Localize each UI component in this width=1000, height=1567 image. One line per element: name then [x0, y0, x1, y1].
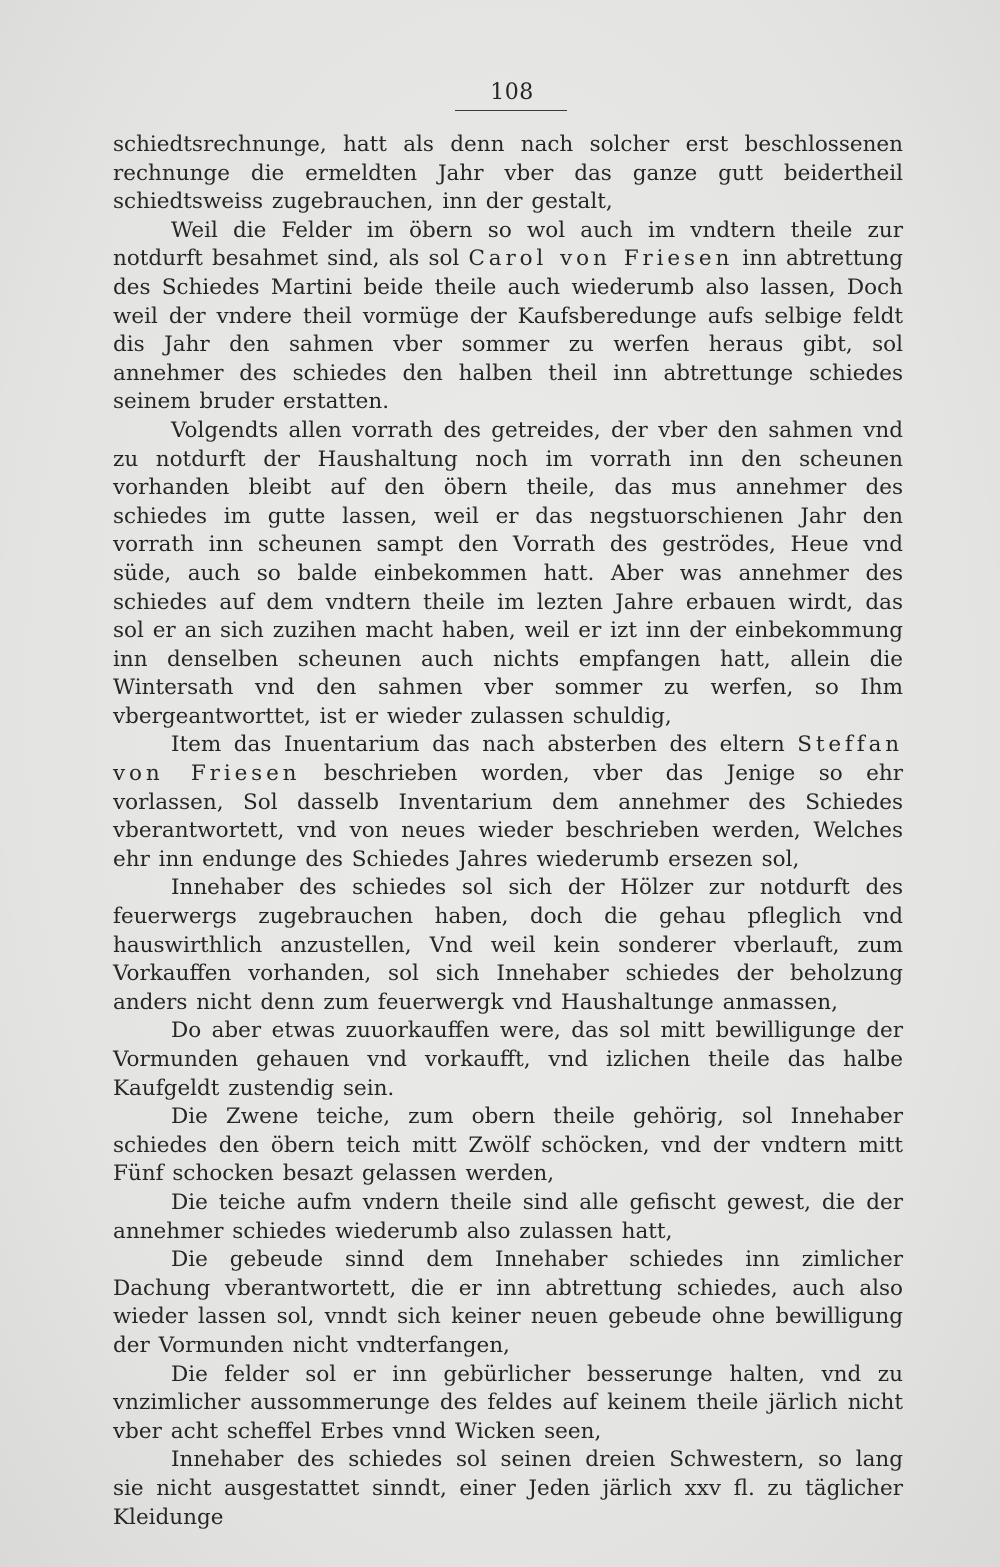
paragraph-text: Die felder sol er inn gebürlicher besserunge halten, vnd zu vnzimlicher aussommerunge des feldes auf keinem theile järlich nicht vber acht scheffel Erbes vnnd Wicken seen, [113, 1361, 903, 1444]
paragraph-text: Die gebeude sinnd dem Innehaber schiedes inn zimlicher Dachung vberantwortett, die er inn abtrettung schiedes, auch also wieder lassen sol, vnndt sich keiner neuen gebeude ohne bewilligung der Vormunden nicht vndterfangen, [113, 1247, 903, 1358]
paragraph-text: Die Zwene teiche, zum obern theile gehörig, sol Innehaber schiedes den öbern teich mitt Zwölf schöcken, vnd der vndtern mitt Fünf schocken besazt gelassen werden, [113, 1104, 903, 1187]
paragraph [113, 1361, 903, 1447]
page-number-rule [455, 110, 567, 111]
person-name: Steffan von Friesen [113, 732, 903, 787]
paragraph [113, 731, 903, 874]
paragraph [113, 1446, 903, 1532]
body-text [113, 131, 903, 1532]
paragraph [113, 874, 903, 1017]
person-name: Carol von Friesen [468, 246, 734, 272]
paragraph-text: Weil die Felder im öbern so wol auch im vndtern theile zur notdurft besahmet sind, als sol [113, 217, 903, 272]
paragraph [113, 417, 903, 732]
paragraph [113, 1103, 903, 1189]
paragraph-text: Volgendts allen vorrath des getreides, der vber den sahmen vnd zu notdurft der Haushaltung noch im vorrath inn den scheunen vorhanden bleibt auf den öbern theile, das mus annehmer des schiedes im gutte lassen, weil er das negstuorschienen Jahr den vorrath inn scheunen sampt den Vorrath des geströdes, Heue vnd süde, auch so balde einbekommen hatt. Aber was annehmer des schiedes auf dem vndtern theile im lezten Jahre erbauen wirdt, das sol er an sich zuzihen macht haben, weil er izt inn der einbekommung inn denselben scheunen auch nichts empfangen hatt, allein die Wintersath vnd den sahmen vber sommer zu werfen, so Ihm vbergeantworttet, ist er wieder zulassen schuldig, [113, 417, 903, 729]
paragraph-text: beschrieben worden, vber das Jenige so ehr vorlassen, Sol dasselb Inventarium dem annehmer des Schiedes vberantwortett, vnd von neues wieder beschrieben werden, Welches ehr inn endunge des Schiedes Jahres wiederumb ersezen sol, [113, 761, 904, 872]
paragraph-text: inn abtrettung des Schiedes Martini beide theile auch wiederumb also lassen, Doch weil der vndere theil vormüge der Kaufsberedunge aufs selbige feldt dis Jahr den sahmen vber sommer zu werfen heraus gibt, sol annehmer des schiedes den halben theil inn abtrettunge schiedes seinem bruder erstatten. [113, 246, 903, 415]
paragraph [113, 1189, 903, 1246]
paragraph-text: Innehaber des schiedes sol seinen dreien Schwestern, so lang sie nicht ausgestattet sinndt, einer Jeden järlich xxv fl. zu täglicher Kleidunge [113, 1447, 903, 1530]
paragraph [113, 1246, 903, 1360]
paragraph-text: Innehaber des schiedes sol sich der Hölzer zur notdurft des feuerwergs zugebrauchen haben, doch die gehau pfleglich vnd hauswirthlich anzustellen, Vnd weil kein sonderer vberlauft, zum Vorkauffen vorhanden, sol sich Innehaber schiedes der beholzung anders nicht denn zum feuerwergk vnd Haushaltunge anmassen, [113, 875, 903, 1015]
page-number: 108 [490, 80, 534, 105]
paragraph [113, 217, 903, 417]
paragraph-text: Do aber etwas zuuorkauffen were, das sol mitt bewilligunge der Vormunden gehauen vnd vorkaufft, vnd izlichen theile das halbe Kaufgeldt zustendig sein. [113, 1018, 903, 1101]
paragraph-text: Die teiche aufm vndern theile sind alle gefischt gewest, die der annehmer schiedes wiederumb also zulassen hatt, [113, 1189, 903, 1244]
paragraph [113, 131, 903, 217]
paragraph-text: Item das Inuentarium das nach absterben des eltern [171, 732, 798, 758]
paragraph-text: schiedtsrechnunge, hatt als denn nach solcher erst beschlossenen rechnunge die ermeldten Jahr vber das ganze gutt beidertheil schiedtsweiss zugebrauchen, inn der gestalt, [113, 132, 903, 215]
paragraph [113, 1017, 903, 1103]
